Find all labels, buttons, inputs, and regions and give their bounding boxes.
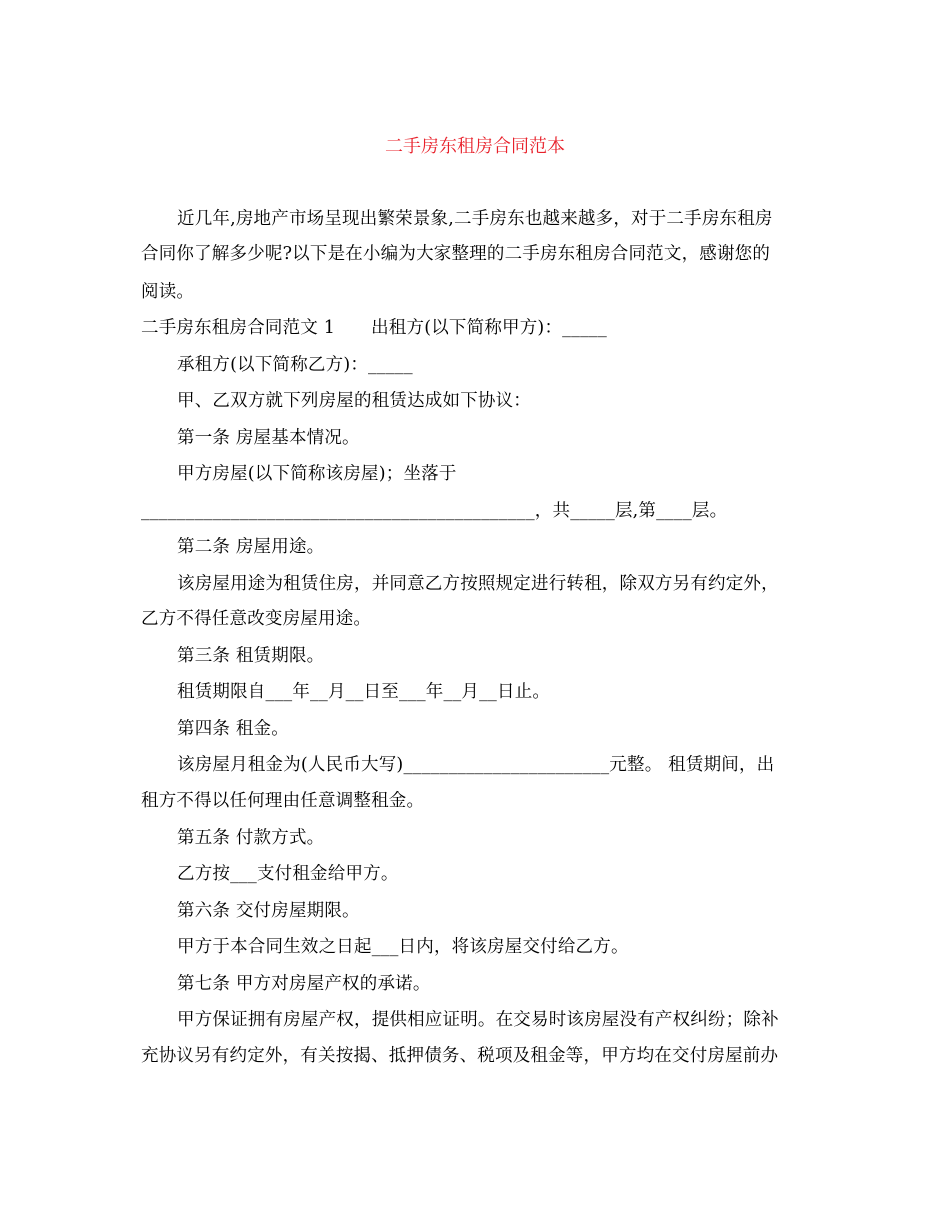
- article-heading: 第二条 房屋用途。: [177, 537, 325, 557]
- paragraph-line: 乙方不得任意改变房屋用途。: [141, 609, 372, 629]
- article-heading: 第一条 房屋基本情况。: [177, 428, 360, 448]
- article-heading: 第六条 交付房屋期限。: [177, 901, 360, 921]
- paragraph-line: 甲方房屋(以下简称该房屋)；坐落于: [177, 464, 457, 484]
- section-heading: 二手房东租房合同范文 1: [141, 318, 336, 338]
- article-heading: 第七条 甲方对房屋产权的承诺。: [177, 974, 431, 994]
- paragraph-line: 该房屋月租金为(人民币大写)_______________________元整。 租赁期间，出: [177, 755, 775, 775]
- paragraph-line: 阅读。: [141, 282, 195, 302]
- article-heading: 第三条 租赁期限。: [177, 646, 325, 666]
- fill-in-line: 甲方于本合同生效之日起___日内，将该房屋交付给乙方。: [177, 937, 629, 957]
- section-heading-line: [141, 314, 607, 342]
- paragraph-line: 合同你了解多少呢?以下是在小编为大家整理的二手房东租房合同范文，感谢您的: [141, 244, 771, 264]
- fill-in-line: 乙方按___支付租金给甲方。: [177, 864, 399, 884]
- paragraph-line: 该房屋用途为租赁住房，并同意乙方按照规定进行转租，除双方另有约定外，: [177, 574, 779, 594]
- paragraph-line: 充协议另有约定外，有关按揭、抵押债务、税项及租金等，甲方均在交付房屋前办: [141, 1046, 779, 1066]
- paragraph-line: 租方不得以任何理由任意调整租金。: [141, 791, 425, 811]
- article-heading: 第五条 付款方式。: [177, 828, 325, 848]
- lessor-line: 出租方(以下简称甲方)：_____: [371, 318, 607, 338]
- document-title: 二手房东租房合同范本: [385, 136, 565, 157]
- lessee-line: 承租方(以下简称乙方)：_____: [177, 355, 413, 375]
- article-heading: 第四条 租金。: [177, 719, 289, 739]
- paragraph-line: 甲方保证拥有房屋产权，提供相应证明。在交易时该房屋没有产权纠纷；除补: [177, 1010, 779, 1030]
- paragraph-line: 近几年,房地产市场呈现出繁荣景象,二手房东也越来越多，对于二手房东租房: [177, 209, 773, 229]
- paragraph-line: 甲、乙双方就下列房屋的租赁达成如下协议：: [177, 391, 531, 411]
- fill-in-line: ____________________________________________，共_____层,第____层。: [141, 501, 728, 521]
- fill-in-line: 租赁期限自___年__月__日至___年__月__日止。: [177, 682, 551, 702]
